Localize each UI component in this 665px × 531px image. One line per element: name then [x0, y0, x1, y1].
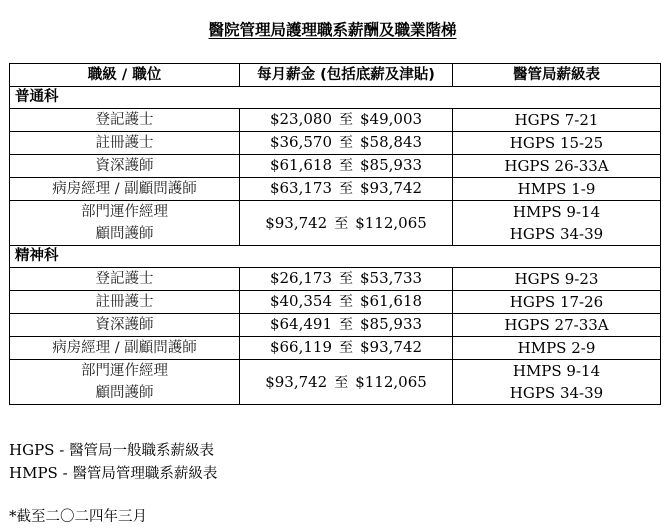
- salary-to: $49,003: [360, 110, 423, 128]
- table-header-row: [10, 64, 661, 87]
- note-hmps: [9, 463, 217, 484]
- rank-label: 登記護士: [95, 270, 154, 287]
- salary-to-word: 至: [339, 181, 353, 197]
- scale-label: HMPS 9-14: [512, 362, 601, 380]
- table-body: [10, 87, 661, 405]
- salary-from: $63,173: [269, 179, 332, 197]
- note-asof-text: 截至二〇二四年三月: [16, 509, 147, 525]
- salary-cell: [240, 109, 453, 132]
- salary-cell: [240, 155, 453, 178]
- salary-to: $58,843: [360, 133, 423, 151]
- rank-label: 部門運作經理: [81, 204, 168, 220]
- table-row: [10, 201, 661, 246]
- salary-table: [9, 63, 661, 405]
- salary-cell: [240, 314, 453, 337]
- rank-label: 資深護師: [95, 316, 154, 333]
- table-row: [10, 337, 661, 360]
- rank-cell: [10, 314, 240, 337]
- note-asof-mark: *: [9, 507, 17, 525]
- scale-label: HMPS 9-14: [512, 203, 601, 221]
- scale-cell: [453, 337, 661, 360]
- salary-from: $61,618: [269, 156, 332, 174]
- rank-label: 顧問護師: [95, 385, 154, 401]
- salary-cell: [240, 132, 453, 155]
- note-hgps-text: 醫管局一般職系薪級表: [69, 443, 215, 459]
- scale-label: HGPS 9-23: [514, 269, 599, 288]
- salary-from: $26,173: [269, 269, 332, 287]
- rank-cell: [10, 109, 240, 132]
- rank-label: 病房經理 / 副顧問護師: [52, 339, 197, 356]
- scale-cell: [453, 155, 661, 178]
- salary-to: $93,742: [360, 338, 423, 356]
- table-row: [10, 155, 661, 178]
- salary-to: $85,933: [360, 156, 423, 174]
- note-hgps: [9, 440, 214, 461]
- salary-to: $93,742: [360, 179, 423, 197]
- scale-cell: [453, 314, 661, 337]
- salary-to: $85,933: [360, 315, 423, 333]
- salary-to-word: 至: [339, 271, 353, 287]
- salary-to-word: 至: [339, 294, 353, 310]
- rank-label: 顧問護師: [95, 226, 154, 242]
- scale-label: HGPS 27-33A: [504, 315, 609, 334]
- salary-to-word: 至: [339, 317, 353, 333]
- note-hgps-code: HGPS -: [9, 441, 65, 459]
- scale-label: HGPS 34-39: [509, 225, 604, 243]
- scale-label: HGPS 26-33A: [504, 156, 609, 175]
- salary-to-word: 至: [339, 112, 353, 128]
- note-hmps-text: 醫管局管理職系薪級表: [72, 466, 218, 482]
- rank-label: 登記護士: [95, 111, 154, 128]
- salary-to: $112,065: [355, 213, 427, 232]
- salary-to-word: 至: [339, 158, 353, 174]
- section-row: [10, 246, 661, 268]
- scale-cell: [453, 178, 661, 201]
- scale-cell: [453, 109, 661, 132]
- rank-cell: [10, 155, 240, 178]
- salary-from: $64,491: [269, 315, 332, 333]
- table-row: [10, 178, 661, 201]
- salary-cell: [240, 178, 453, 201]
- salary-cell: [240, 291, 453, 314]
- rank-cell: [10, 268, 240, 291]
- table-row: [10, 291, 661, 314]
- rank-cell: [10, 178, 240, 201]
- rank-label: 註冊護士: [95, 134, 154, 151]
- scale-label: HGPS 34-39: [509, 384, 604, 402]
- scale-cell: [453, 132, 661, 155]
- scale-label: HMPS 2-9: [517, 338, 596, 357]
- salary-from: $93,742: [265, 213, 328, 232]
- salary-to-word: 至: [339, 135, 353, 151]
- scale-label: HMPS 1-9: [517, 179, 596, 198]
- scale-label: HGPS 7-21: [514, 110, 599, 129]
- salary-from: $40,354: [269, 292, 332, 310]
- rank-label: 資深護師: [95, 157, 154, 174]
- scale-cell: [453, 360, 661, 405]
- salary-to-word: 至: [334, 374, 349, 391]
- scale-cell: [453, 291, 661, 314]
- salary-from: $66,119: [269, 338, 332, 356]
- salary-cell: [240, 268, 453, 291]
- header-salary: 每月薪金 (包括底薪及津貼): [240, 64, 453, 87]
- scale-label: HGPS 15-25: [509, 133, 604, 152]
- rank-label: 病房經理 / 副顧問護師: [52, 180, 197, 197]
- header-scale: 醫管局薪級表: [453, 64, 661, 87]
- salary-from: $93,742: [265, 372, 328, 391]
- rank-label: 部門運作經理: [81, 363, 168, 379]
- rank-cell: [10, 132, 240, 155]
- salary-cell: [240, 201, 453, 246]
- rank-cell: [10, 360, 240, 405]
- salary-from: $23,080: [269, 110, 332, 128]
- document-title: 醫院管理局護理職系薪酬及職業階梯: [208, 21, 457, 39]
- rank-cell: [10, 337, 240, 360]
- note-hmps-code: HMPS -: [9, 464, 68, 482]
- salary-to: $53,733: [360, 269, 423, 287]
- rank-cell: [10, 201, 240, 246]
- table-row: [10, 314, 661, 337]
- scale-cell: [453, 268, 661, 291]
- note-asof: [9, 506, 147, 527]
- salary-to-word: 至: [339, 340, 353, 356]
- table-row: [10, 109, 661, 132]
- salary-to-word: 至: [334, 215, 349, 232]
- salary-from: $36,570: [269, 133, 332, 151]
- table-row: [10, 268, 661, 291]
- salary-cell: [240, 360, 453, 405]
- rank-cell: [10, 291, 240, 314]
- table-row: [10, 132, 661, 155]
- salary-to: $112,065: [355, 372, 427, 391]
- section-heading: 普通科: [10, 87, 661, 109]
- table-row: [10, 360, 661, 405]
- rank-label: 註冊護士: [95, 293, 154, 310]
- section-heading: 精神科: [10, 246, 661, 268]
- scale-cell: [453, 201, 661, 246]
- header-rank: 職級 / 職位: [10, 64, 240, 87]
- salary-to: $61,618: [360, 292, 423, 310]
- section-row: [10, 87, 661, 109]
- salary-cell: [240, 337, 453, 360]
- scale-label: HGPS 17-26: [509, 292, 604, 311]
